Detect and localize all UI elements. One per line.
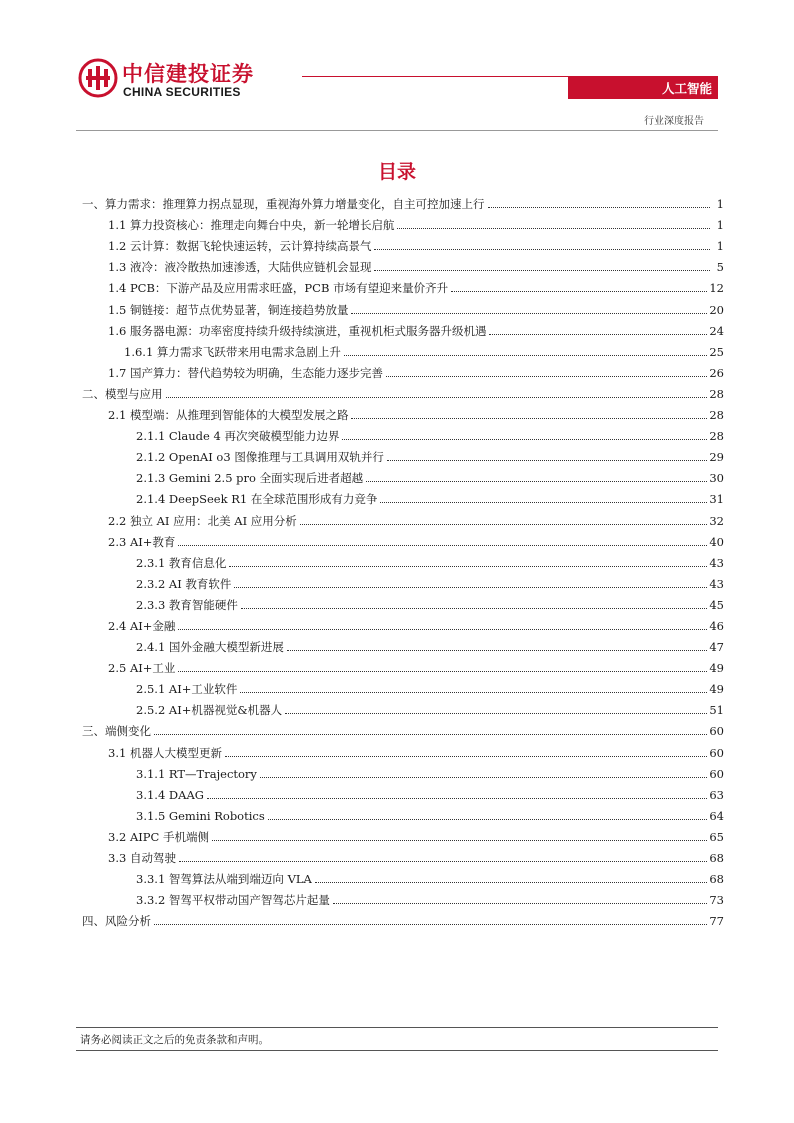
toc-entry-label: 1.4 PCB：下游产品及应用需求旺盛，PCB 市场有望迎来量价齐升 [108,281,449,296]
toc-entry-label: 一、算力需求：推理算力拐点显现，重视海外算力增量变化，自主可控加速上行 [82,197,485,212]
toc-entry-label: 2.3.1 教育信息化 [136,555,227,570]
toc-entry[interactable] [82,802,724,823]
toc-entry-label: 3.2 AIPC 手机端侧 [108,829,209,844]
toc-entry[interactable] [82,823,724,844]
toc-dot-leader [212,839,707,841]
toc-entry[interactable] [82,591,724,612]
toc-dot-leader [451,290,707,292]
toc-dot-leader [260,776,707,778]
toc-entry-label: 3.3 自动驾驶 [108,851,176,865]
toc-dot-leader [229,565,707,567]
toc-entry-label: 1.6 服务器电源：功率密度持续升级持续演进，重视机柜式服务器升级机遇 [108,323,487,338]
footer-disclaimer: 请务必阅读正文之后的免责条款和声明。 [80,1034,269,1046]
toc-entry-page: 60 [709,766,724,781]
toc-dot-leader [344,354,707,356]
toc-entry-page: 49 [709,661,724,676]
toc-entry-label: 3.3.1 智驾算法从端到端迈向 VLA [136,872,312,887]
toc-entry-page: 60 [709,724,724,739]
toc-entry-label: 2.1.4 DeepSeek R1 在全球范围形成有力竞争 [136,492,378,507]
toc-entry-label: 2.3.3 教育智能硬件 [136,597,238,612]
toc-entry-page: 65 [709,829,724,844]
toc-dot-leader [154,923,707,925]
toc-entry-label: 2.3.2 AI 教育软件 [136,576,232,591]
toc-entry-label: 2.2 独立 AI 应用：北美 AI 应用分析 [108,513,297,528]
toc-entry[interactable] [82,907,724,928]
toc-entry[interactable] [82,317,724,338]
toc-entry[interactable] [82,443,724,464]
toc-entry-page: 30 [709,471,724,486]
toc-entry-label: 1.6.1 算力需求飞跃带来用电需求急剧上升 [124,344,341,359]
toc-dot-leader [380,501,707,503]
toc-dot-leader [333,902,707,904]
toc-entry-page: 43 [709,555,724,570]
toc-dot-leader [268,818,708,820]
toc-entry[interactable] [82,401,724,422]
toc-entry-label: 2.4 AI+金融 [108,618,176,633]
toc-dot-leader [234,586,707,588]
toc-entry-page: 68 [709,872,724,887]
toc-entry-label: 2.1.2 OpenAI o3 图像推理与工具调用双轨并行 [136,450,384,465]
toc-entry-page: 28 [709,386,724,401]
toc-entry[interactable] [82,295,724,316]
toc-entry[interactable] [82,485,724,506]
toc-entry-label: 1.5 铜链接：超节点优势显著，铜连接趋势放量 [108,302,349,317]
toc-dot-leader [241,607,707,609]
toc-entry[interactable] [82,549,724,570]
toc-entry-page: 12 [709,281,724,296]
toc-dot-leader [178,628,707,630]
toc-entry[interactable] [82,633,724,654]
toc-entry-page: 46 [709,618,724,633]
toc-entry[interactable] [82,464,724,485]
toc-entry-page: 43 [709,576,724,591]
toc-entry-label: 三、端侧变化 [82,724,151,739]
toc-entry[interactable] [82,190,724,211]
toc-entry-page: 47 [709,640,724,655]
toc-entry[interactable] [82,528,724,549]
toc-entry[interactable] [82,696,724,717]
toc-entry-label: 3.1.1 RT—Trajectory [136,766,257,781]
toc-dot-leader [387,459,708,461]
header-band [302,76,718,99]
report-type: 行业深度报告 [644,116,704,127]
toc-dot-leader [225,755,707,757]
toc-entry[interactable] [82,422,724,443]
toc-dot-leader [315,881,708,883]
toc-entry-page: 77 [709,914,724,929]
footer-divider-top [76,1027,718,1028]
toc-entry-label: 2.1 模型端：从推理到智能体的大模型发展之路 [108,408,349,423]
toc-dot-leader [342,438,707,440]
toc-entry-page: 40 [709,534,724,549]
toc-entry-label: 2.1.1 Claude 4 再次突破模型能力边界 [136,429,340,444]
toc-entry[interactable] [82,570,724,591]
toc-entry-page: 64 [709,808,724,823]
toc-dot-leader [351,312,707,314]
toc-dot-leader [287,649,707,651]
toc-entry-page: 49 [709,682,724,697]
toc-entry[interactable] [82,844,724,865]
toc-dot-leader [178,670,707,672]
footer-divider-bottom [76,1050,718,1051]
citic-logo-icon [78,58,118,98]
logo-chinese-name: 中信建投证券 [122,62,254,86]
toc-entry-page: 51 [709,703,724,718]
toc-entry[interactable] [82,232,724,253]
header-divider [76,130,718,131]
toc-entry-label: 2.5 AI+工业 [108,661,176,676]
category-label: 人工智能 [661,81,712,96]
toc-entry-page: 1 [716,218,724,233]
toc-entry-page: 45 [709,597,724,612]
toc-dot-leader [397,227,710,229]
toc-entry-label: 1.3 液冷：液冷散热加速渗透，大陆供应链机会显现 [108,260,372,275]
toc-entry[interactable] [82,865,724,886]
toc-entry-page: 60 [709,745,724,760]
toc-entry[interactable] [82,738,724,759]
toc-entry[interactable] [82,675,724,696]
toc-entry-label: 1.2 云计算：数据飞轮快速运转，云计算持续高景气 [108,239,372,254]
toc-dot-leader [178,544,707,546]
toc-dot-leader [179,860,707,862]
toc-dot-leader [488,206,711,208]
toc-dot-leader [207,797,707,799]
toc-entry[interactable] [82,211,724,232]
toc-entry-label: 2.4.1 国外金融大模型新进展 [136,640,284,655]
toc-entry[interactable] [82,253,724,274]
toc-entry-page: 25 [709,344,724,359]
toc-entry-page: 28 [709,408,724,423]
toc-entry-page: 73 [709,893,724,908]
toc-entry-page: 29 [709,450,724,465]
page-header [0,0,794,140]
toc-entry[interactable] [82,781,724,802]
toc-entry[interactable] [82,274,724,295]
category-tab [568,77,718,99]
toc-entry[interactable] [82,886,724,907]
toc-dot-leader [374,269,710,271]
toc-entry-page: 28 [709,429,724,444]
toc-dot-leader [374,248,710,250]
toc-dot-leader [285,712,707,714]
toc-dot-leader [386,375,707,377]
toc-title: 目录 [377,161,416,183]
toc-entry-page: 20 [709,302,724,317]
toc-entry-label: 2.3 AI+教育 [108,534,176,549]
toc-entry[interactable] [82,612,724,633]
toc-entry-page: 63 [709,787,724,802]
company-logo [78,58,254,102]
toc-dot-leader [154,733,707,735]
toc-entry-label: 2.5.2 AI+机器视觉&机器人 [136,703,283,718]
toc-entry[interactable] [82,359,724,380]
toc-dot-leader [366,480,707,482]
toc-dot-leader [489,333,707,335]
toc-entry-label: 1.1 算力投资核心：推理走向舞台中央，新一轮增长启航 [108,218,395,233]
toc-entry-label: 四、风险分析 [82,914,151,929]
toc-entry-label: 3.1.5 Gemini Robotics [136,808,265,823]
toc-entry[interactable] [82,338,724,359]
toc-entry-page: 31 [709,492,724,507]
toc-dot-leader [300,523,708,525]
toc-entry-label: 3.1.4 DAAG [136,787,204,802]
logo-english-name: CHINA SECURITIES [123,85,241,99]
toc-entry-page: 26 [709,365,724,380]
toc-entry[interactable] [82,380,724,401]
toc-entry-page: 68 [709,851,724,865]
toc-entry-page: 1 [716,239,724,254]
toc-entry-label: 2.1.3 Gemini 2.5 pro 全面实现后进者超越 [136,471,364,486]
toc-entry-label: 3.1 机器人大模型更新 [108,745,222,760]
toc-entry-page: 1 [716,197,724,212]
toc-entry-label: 二、模型与应用 [82,386,163,401]
toc-entry[interactable] [82,717,724,738]
toc-entry-label: 2.5.1 AI+工业软件 [136,682,238,697]
toc-dot-leader [351,417,707,419]
toc-entry-page: 5 [716,260,724,275]
toc-entry-page: 24 [709,323,724,338]
toc-dot-leader [240,691,707,693]
toc-entry-label: 3.3.2 智驾平权带动国产智驾芯片起量 [136,893,330,908]
toc-entry[interactable] [82,654,724,675]
toc-dot-leader [166,396,708,398]
toc-entry[interactable] [82,506,724,527]
toc-entry-label: 1.7 国产算力：替代趋势较为明确，生态能力逐步完善 [108,365,383,380]
toc-entry-page: 32 [709,513,724,528]
toc-entry[interactable] [82,760,724,781]
table-of-contents [82,190,724,928]
